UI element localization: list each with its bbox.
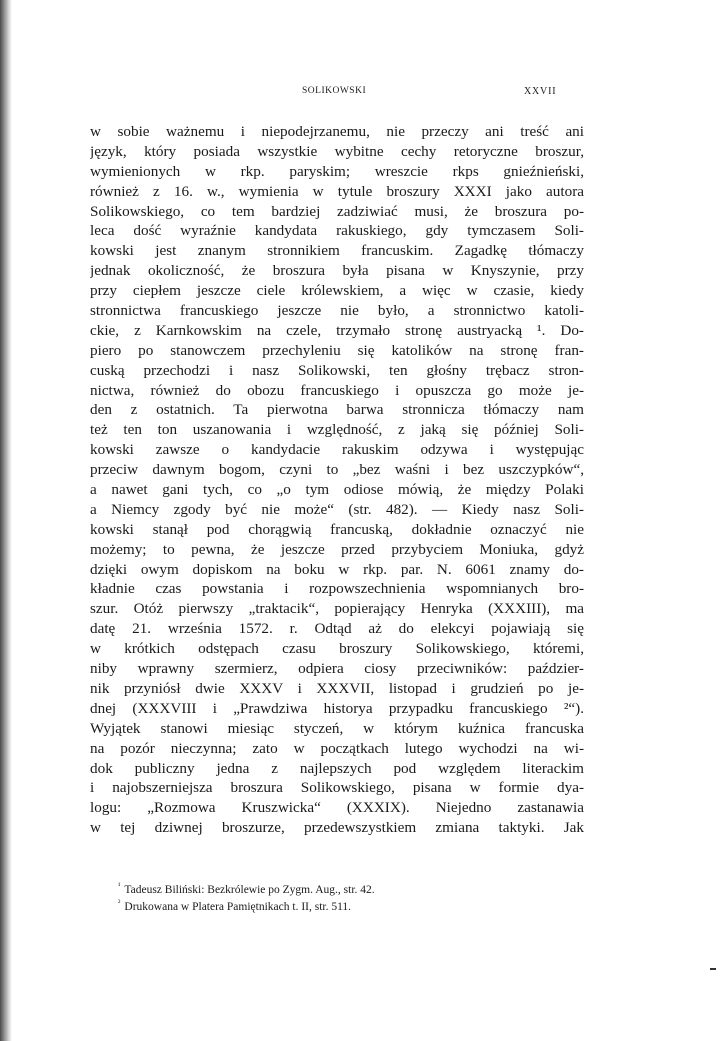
text-line: w sobie ważnemu i niepodejrzanemu, nie przeczy ani treść ani [90, 123, 584, 140]
text-line: leca dość wyraźnie kandydata rakuskiego, gdy tymczasem Soli- [90, 222, 584, 240]
text-line: dok publiczny jedna z najlepszych pod względem literackim [90, 759, 584, 777]
body-text [90, 122, 584, 838]
text-line: kowski zawsze o kandydacie rakuskim odzywa i występując [90, 441, 584, 459]
text-line: Solikowskiego, co tem bardziej zadziwiać musi, że broszura po- [90, 202, 584, 220]
page-number: XXVII [524, 86, 557, 97]
text-line: w krótkich odstępach czasu broszury Solikowskiego, któremi, [90, 640, 584, 658]
footnotes [118, 877, 538, 911]
text-line: i najobszerniejsza broszura Solikowskiego, pisana w formie dya- [90, 779, 584, 797]
running-head: SOLIKOWSKI [302, 86, 367, 96]
text-line: cuską przechodzi i nasz Solikowski, ten głośny trębacz stron- [90, 361, 584, 379]
text-line: Wyjątek stanowi miesiąc styczeń, w którym kuźnica francuska [90, 719, 584, 737]
text-line: logu: „Rozmowa Kruszwicka“ (XXXIX). Niejedno zastanawia [90, 799, 584, 817]
text-line: wymienionych w rkp. paryskim; wreszcie rkps gnieźnieński, [90, 162, 584, 180]
text-line: den z ostatnich. Ta pierwotna barwa stronnicza tłómaczy nam [90, 401, 584, 419]
text-line: piero po stanowczem przechyleniu się katolików na stronę fran- [90, 341, 584, 359]
footnote-text: Drukowana w Platera Pamiętnikach t. II, str. 511. [124, 900, 352, 913]
text-line: niby wprawny szermierz, odpiera ciosy przeciwników: paździer- [90, 660, 584, 678]
footnote-mark: ² [118, 898, 121, 907]
footnote-mark: ¹ [118, 881, 121, 890]
footnote-text: Tadeusz Biliński: Bezkrólewie po Zygm. Aug., str. 42. [124, 883, 375, 896]
text-line: a nawet gani tych, co „o tym odiose mówią, że między Polaki [90, 481, 584, 499]
text-line: jednak okoliczność, że broszura była pisana w Knyszynie, przy [90, 262, 584, 280]
text-line: kowski stanął pod chorągwią francuską, dokładnie oznaczyć nie [90, 520, 584, 538]
text-line: język, który posiada wszystkie wybitne cechy retoryczne broszur, [90, 142, 584, 160]
text-line: w tej dziwnej broszurze, przedewszystkiem zmiana taktyki. Jak [90, 819, 584, 837]
page-edge-shadow [0, 0, 12, 1041]
text-line: nik przyniósł dwie XXXV i XXXVII, listopad i grudzień po je- [90, 679, 584, 697]
text-line: również z 16. w., wymienia w tytule broszury XXXI jako autora [90, 182, 584, 200]
text-line: stronnictwa francuskiego jeszcze nie było, a stronnictwo katoli- [90, 302, 584, 320]
text-line: przeciw dawnym bogom, czyni to „bez waśni i bez uszczypków“, [90, 461, 584, 479]
footnote [118, 894, 538, 911]
text-line: ckie, z Karnkowskim na czele, trzymało stronę austryacką ¹. Do- [90, 321, 584, 339]
text-line: kowski jest znanym stronnikiem francuskim. Zagadkę tłómaczy [90, 242, 584, 260]
text-line: kładnie czas powstania i rozpowszechnienia wspomnianych bro- [90, 580, 584, 598]
text-line: też ten ton uszanowania i względność, z jaką się później Soli- [90, 421, 584, 439]
scan-artifact [710, 968, 716, 970]
text-line: dzięki owym dopiskom na boku w rkp. par. N. 6061 znamy do- [90, 560, 584, 578]
page-header [0, 86, 720, 102]
text-line: szur. Otóż pierwszy „traktacik“, popierający Henryka (XXXIII), ma [90, 600, 584, 618]
text-line: możemy; to pewna, że jeszcze przed przybyciem Moniuka, gdyż [90, 540, 584, 558]
text-line: nictwa, również do obozu francuskiego i opuszcza go może je- [90, 381, 584, 399]
text-line: dnej (XXXVIII i „Prawdziwa historya przypadku francuskiego ²“). [90, 699, 584, 717]
text-line: na pozór nieczynna; zato w początkach lutego wychodzi na wi- [90, 739, 584, 757]
text-line: a Niemcy zgody być nie może“ (str. 482). — Kiedy nasz Soli- [90, 500, 584, 518]
text-line: przy ciepłem jeszcze ciele królewskiem, a więc w czasie, kiedy [90, 282, 584, 300]
text-line: datę 21. września 1572. r. Odtąd aż do elekcyi pojawiają się [90, 620, 584, 638]
footnote [118, 877, 538, 894]
